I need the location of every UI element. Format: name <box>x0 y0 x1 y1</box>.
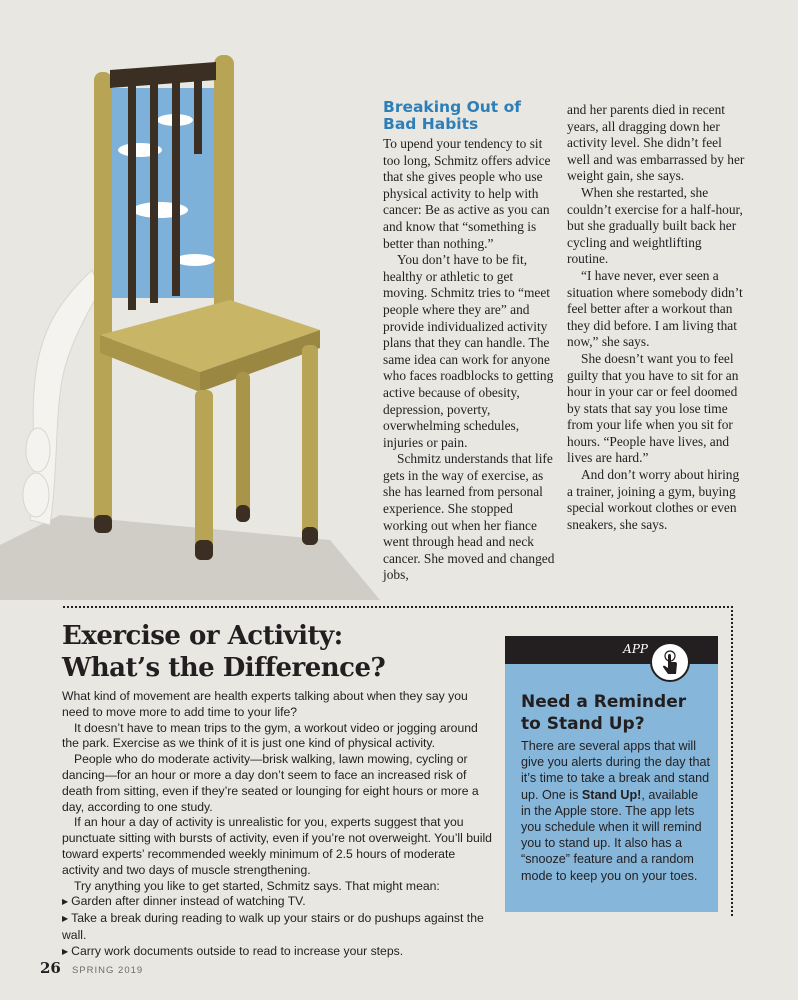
sidebar-title-line1: Need a Reminder <box>521 692 687 712</box>
article-paragraph: “I have never, ever seen a situation where somebody didn’t feel better after a workout than they did before. I am living that now,” she says. <box>567 267 743 350</box>
article-paragraph: To upend your tendency to sit too long, Schmitz offers advice that she gives people who use physical activity to help with cancer: Be as active as you can and know that “something is better than nothing.” <box>383 136 551 251</box>
page-number: 26 <box>40 959 61 977</box>
page-footer <box>40 958 143 977</box>
article-paragraph: Schmitz understands that life gets in the way of exercise, as she has learned from personal experience. She stopped working out when her fiance went through head and neck cancer. She moved and changed jobs, <box>383 451 555 583</box>
chair-back-left-post <box>94 72 112 532</box>
article-heading <box>383 99 558 133</box>
chair-slat <box>128 80 136 310</box>
article-paragraph: And don’t worry about hiring a trainer, joining a gym, buying special workout clothes or even sneakers, she says. <box>567 467 740 532</box>
tap-finger-icon <box>650 642 690 682</box>
chair-slat <box>150 78 158 303</box>
chair-shadow <box>0 515 380 600</box>
sidebar-body-text: , available in the Apple store. The app lets you schedule when it will remind you to stand up. It also has a “snooze” feature and a random mode to keep you on your toes. <box>521 787 702 883</box>
article-column-2 <box>567 102 745 533</box>
sidebar-title <box>521 691 711 735</box>
app-sidebar <box>505 636 718 912</box>
feature-title-line1: Exercise or Activity: <box>62 621 343 651</box>
chair-leg-foot <box>195 540 213 560</box>
feature-paragraph: People who do moderate activity—brisk walking, lawn mowing, cycling or dancing—for an hour or more a day don’t seem to face an increased risk of death from sitting, even if they’re seated or lounging for eight hours or more a day, according to one study. <box>62 752 479 814</box>
chair-leg-foot <box>236 505 250 522</box>
chair-leg <box>236 372 250 522</box>
sidebar-body <box>521 738 711 884</box>
article-heading-line1: Breaking Out of <box>383 98 521 116</box>
chair-back-right-post <box>214 55 234 315</box>
sidebar-body-text: There are several apps that will give you alerts during the day that it’s time to take a break and stand up. One is <box>521 739 711 802</box>
feature-title-line2: What’s the Difference? <box>62 653 386 683</box>
chair-leg <box>195 390 213 560</box>
chair-leg-foot <box>94 515 112 533</box>
article-paragraph: When she restarted, she couldn’t exercise for a half-hour, but she gradually built back her cycling and weightlifting routine. <box>567 184 743 267</box>
article-paragraph: and her parents died in recent years, all dragging down her activity level. She didn’t feel well and was embarrassed by her weight gain, she says. <box>567 102 745 184</box>
article-paragraph: She doesn’t want you to feel guilty that you have to sit for an hour in your car or feel doomed by stats that say you lose time from your life when you sit for hours. “People have lives, and lives are hard.” <box>567 350 739 466</box>
article-paragraph: You don’t have to be fit, healthy or athletic to get moving. Schmitz tries to “meet people where they are” and provide individualized activity plans that they can handle. The same idea can work for anyone who faces roadblocks to getting active because of obesity, depression, poverty, overwhelming schedules, injuries or pain. <box>383 252 554 450</box>
chair-leg <box>302 345 318 545</box>
sidebar-tag: APP <box>623 642 648 656</box>
chair-slat <box>172 76 180 296</box>
feature-paragraph: What kind of movement are health experts talking about when they say you need to move more to add time to your life? <box>62 689 468 719</box>
article-column-1 <box>383 136 555 584</box>
sidebar-title-line2: to Stand Up? <box>521 714 645 734</box>
issue-label: SPRING 2019 <box>71 965 144 976</box>
chair-slat <box>194 74 202 154</box>
feature-bullet: ▶ Carry work documents outside to read to increase your steps. <box>62 944 492 961</box>
app-name: Stand Up! <box>581 787 642 802</box>
feature-bullet: ▶ Take a break during reading to walk up your stairs or do pushups against the wall. <box>62 911 492 944</box>
feature-paragraph: If an hour a day of activity is unrealistic for you, experts suggest that you punctuate sitting with bursts of activity, even if you’re not overweight. You’ll build toward experts’ recommended weekly minimum of 2.5 hours of moderate activity and two days of muscle strengthening. <box>62 815 492 877</box>
feature-bullet: ▶ Garden after dinner instead of watching TV. <box>62 894 492 911</box>
tassel-rope <box>23 270 100 525</box>
article-heading-line2: Bad Habits <box>383 115 479 133</box>
chair-leg-foot <box>302 527 318 545</box>
chair-illustration <box>0 0 380 600</box>
feature-paragraph: Try anything you like to get started, Schmitz says. That might mean: <box>74 878 440 893</box>
feature-body <box>62 689 492 961</box>
feature-paragraph: It doesn’t have to mean trips to the gym, a workout video or jogging around the park. Exercise as we think of it is just one kind of physical activity. <box>62 720 478 751</box>
feature-title <box>62 620 482 684</box>
